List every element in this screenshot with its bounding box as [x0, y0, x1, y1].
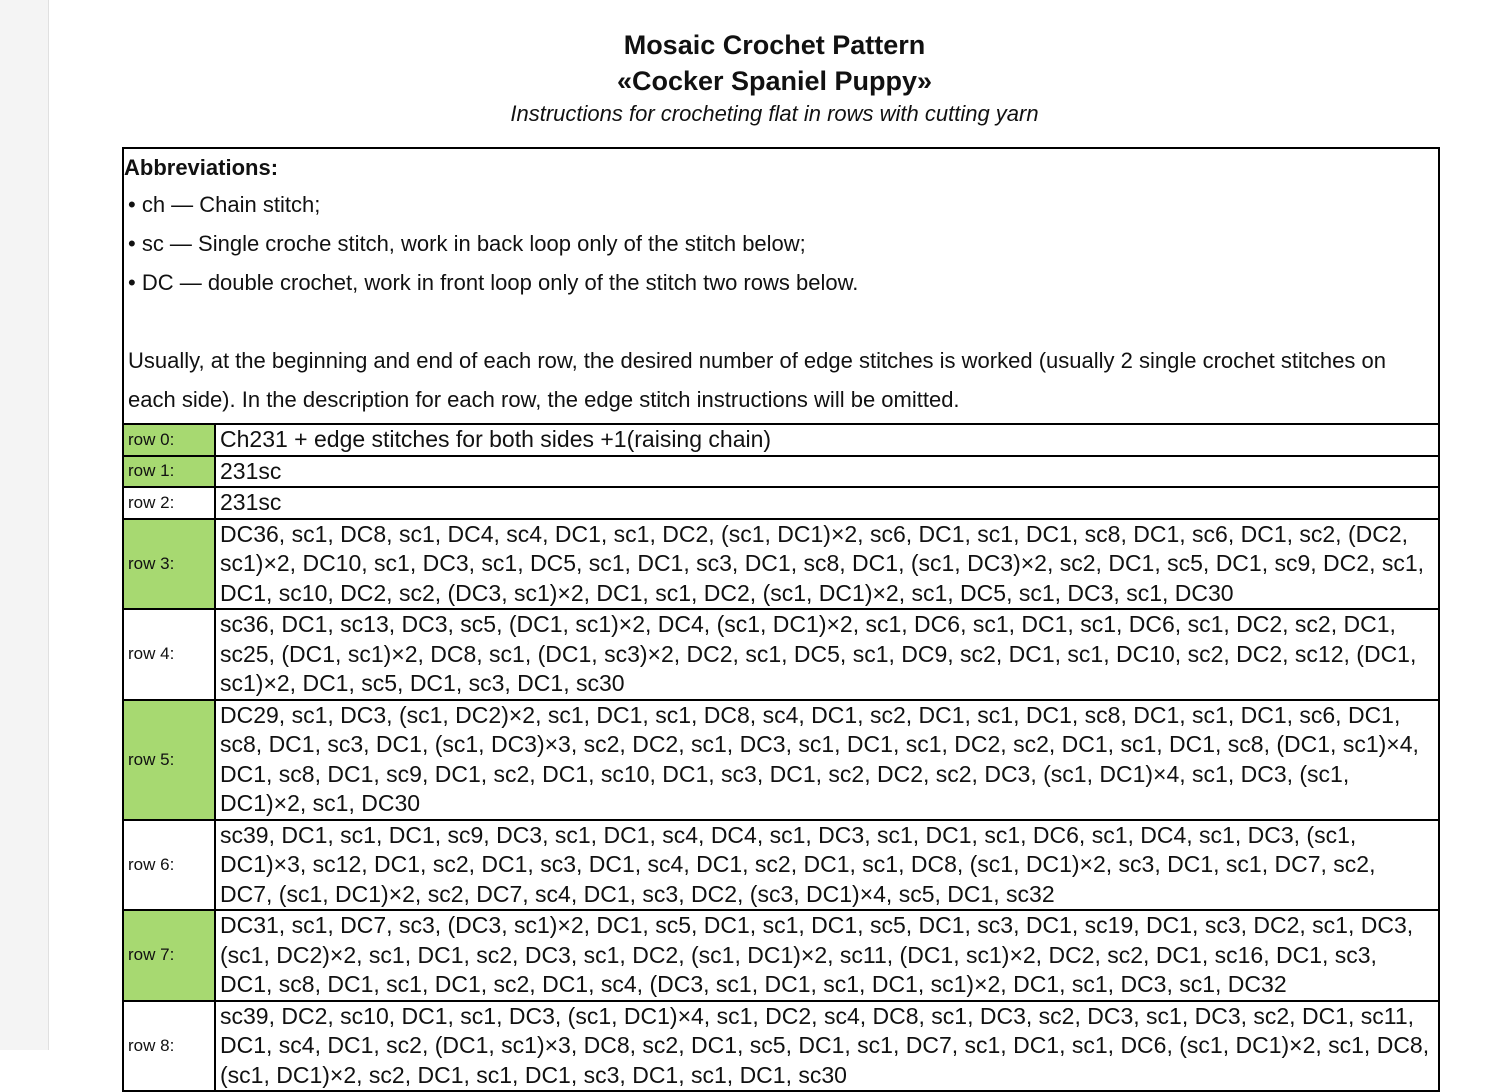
abbreviations-spacer: [128, 302, 1434, 341]
row-instructions: 231sc: [215, 487, 1438, 519]
table-row: [124, 425, 1438, 456]
pattern-name: «Cocker Spaniel Puppy»: [616, 66, 933, 96]
table-row: [124, 609, 1438, 700]
row-instructions: sc36, DC1, sc13, DC3, sc5, (DC1, sc1)×2, DC4, (sc1, DC1)×2, sc1, DC6, sc1, DC1, sc1, DC6, sc1, DC2, sc2, DC1, sc25, (DC1, sc1)×2, DC8, sc1, (DC1, sc3)×2, DC2, sc1, DC5, sc1, DC9, sc2, DC1, sc1, DC10, sc2, DC2, sc12, (DC1, sc1)×2, DC1, sc5, DC1, sc3, DC1, sc30: [215, 609, 1438, 700]
table-row: [124, 519, 1438, 610]
abbreviations-section: [124, 149, 1438, 425]
row-instructions: DC29, sc1, DC3, (sc1, DC2)×2, sc1, DC1, sc1, DC8, sc4, DC1, sc2, DC1, sc1, DC1, sc8, DC1, sc1, DC1, sc6, DC1, sc8, DC1, sc3, DC1, (sc1, DC3)×3, sc2, DC2, sc1, DC3, sc1, DC1, sc1, DC2, sc2, DC1, sc1, DC1, sc8, (DC1, sc1)×4, DC1, sc8, DC1, sc9, DC1, sc2, DC1, sc10, DC1, sc3, DC1, sc2, DC2, sc2, DC3, (sc1, DC1)×4, sc1, DC3, (sc1, DC1)×2, sc1, DC30: [215, 700, 1438, 820]
row-label: row 2:: [124, 487, 215, 519]
row-label: row 8:: [124, 1001, 215, 1092]
row-instructions: sc39, DC1, sc1, DC1, sc9, DC3, sc1, DC1, sc4, DC4, sc1, DC3, sc1, DC1, sc1, DC6, sc1, DC4, sc1, DC3, (sc1, DC1)×3, sc12, DC1, sc2, DC1, sc3, DC1, sc4, DC1, sc2, DC1, sc1, DC8, (sc1, DC1)×2, sc3, DC1, sc1, DC7, sc2, DC7, (sc1, DC1)×2, sc2, DC7, sc4, DC1, sc3, DC2, (sc3, DC1)×4, sc5, DC1, sc32: [215, 820, 1438, 911]
abbreviations-heading: Abbreviations:: [124, 155, 279, 180]
row-instructions: DC31, sc1, DC7, sc3, (DC3, sc1)×2, DC1, sc5, DC1, sc1, DC1, sc5, DC1, sc3, DC1, sc19, DC1, sc3, DC2, sc1, DC3, (sc1, DC2)×2, sc1, DC1, sc2, DC3, sc1, DC2, (sc1, DC1)×2, sc11, (DC1, sc1)×2, DC2, sc2, DC1, sc16, DC1, sc3, DC1, sc8, DC1, sc1, DC1, sc2, DC1, sc4, (DC3, sc1, DC1, sc1, DC1, sc1)×2, DC1, sc1, DC3, sc1, DC32: [215, 910, 1438, 1001]
row-label: row 5:: [124, 700, 215, 820]
table-row: [124, 820, 1438, 911]
row-instructions: sc39, DC2, sc10, DC1, sc1, DC3, (sc1, DC1)×4, sc1, DC2, sc4, DC8, sc1, DC3, sc2, DC3, sc1, DC3, sc2, DC1, sc11, DC1, sc4, DC1, sc2, (DC1, sc1)×3, DC8, sc2, DC1, sc5, DC1, sc1, DC7, sc1, DC1, sc1, DC6, (sc1, DC1)×2, sc1, DC8, (sc1, DC1)×2, sc2, DC1, sc1, DC1, sc3, DC1, sc1, DC1, sc30: [215, 1001, 1438, 1092]
left-gutter: [0, 0, 49, 1050]
table-row: [124, 700, 1438, 820]
row-label: row 7:: [124, 910, 215, 1001]
table-row: [124, 1001, 1438, 1092]
pattern-box: [122, 147, 1440, 1092]
rows-table: [124, 425, 1438, 1092]
row-label: row 3:: [124, 519, 215, 610]
row-label: row 4:: [124, 609, 215, 700]
row-instructions: Ch231 + edge stitches for both sides +1(raising chain): [215, 425, 1438, 456]
document-subtitle: Instructions for crocheting flat in rows with cutting yarn: [510, 101, 1039, 126]
row-instructions: DC36, sc1, DC8, sc1, DC4, sc4, DC1, sc1, DC2, (sc1, DC1)×2, sc6, DC1, sc1, DC1, sc8, DC1, sc6, DC1, sc2, (DC2, sc1)×2, DC10, sc1, DC3, sc1, DC5, sc1, DC1, sc3, DC1, sc8, DC1, (sc1, DC3)×2, sc2, DC1, sc5, DC1, sc9, DC2, sc1, DC1, sc10, DC2, sc2, (DC3, sc1)×2, DC1, sc1, DC2, (sc1, DC1)×2, sc1, DC5, sc1, DC3, sc1, DC30: [215, 519, 1438, 610]
abbreviation-sc: • sc — Single croche stitch, work in back loop only of the stitch below;: [128, 231, 806, 256]
row-label: row 6:: [124, 820, 215, 911]
table-row: [124, 456, 1438, 488]
document-page: [49, 0, 1500, 1088]
row-instructions: 231sc: [215, 456, 1438, 488]
edge-stitch-note: Usually, at the beginning and end of each row, the desired number of edge stitches is worked (usually 2 single crochet stitches on each side). In the description for each row, the edge stitch instructions will be omitted.: [128, 348, 1386, 412]
row-label: row 0:: [124, 425, 215, 456]
table-row: [124, 910, 1438, 1001]
document-title: Mosaic Crochet Pattern: [623, 30, 926, 60]
table-row: [124, 487, 1438, 519]
rows-table-body: [124, 425, 1438, 1091]
abbreviation-ch: • ch — Chain stitch;: [128, 192, 321, 217]
abbreviation-dc: • DC — double crochet, work in front loop only of the stitch two rows below.: [128, 270, 859, 295]
row-label: row 1:: [124, 456, 215, 488]
